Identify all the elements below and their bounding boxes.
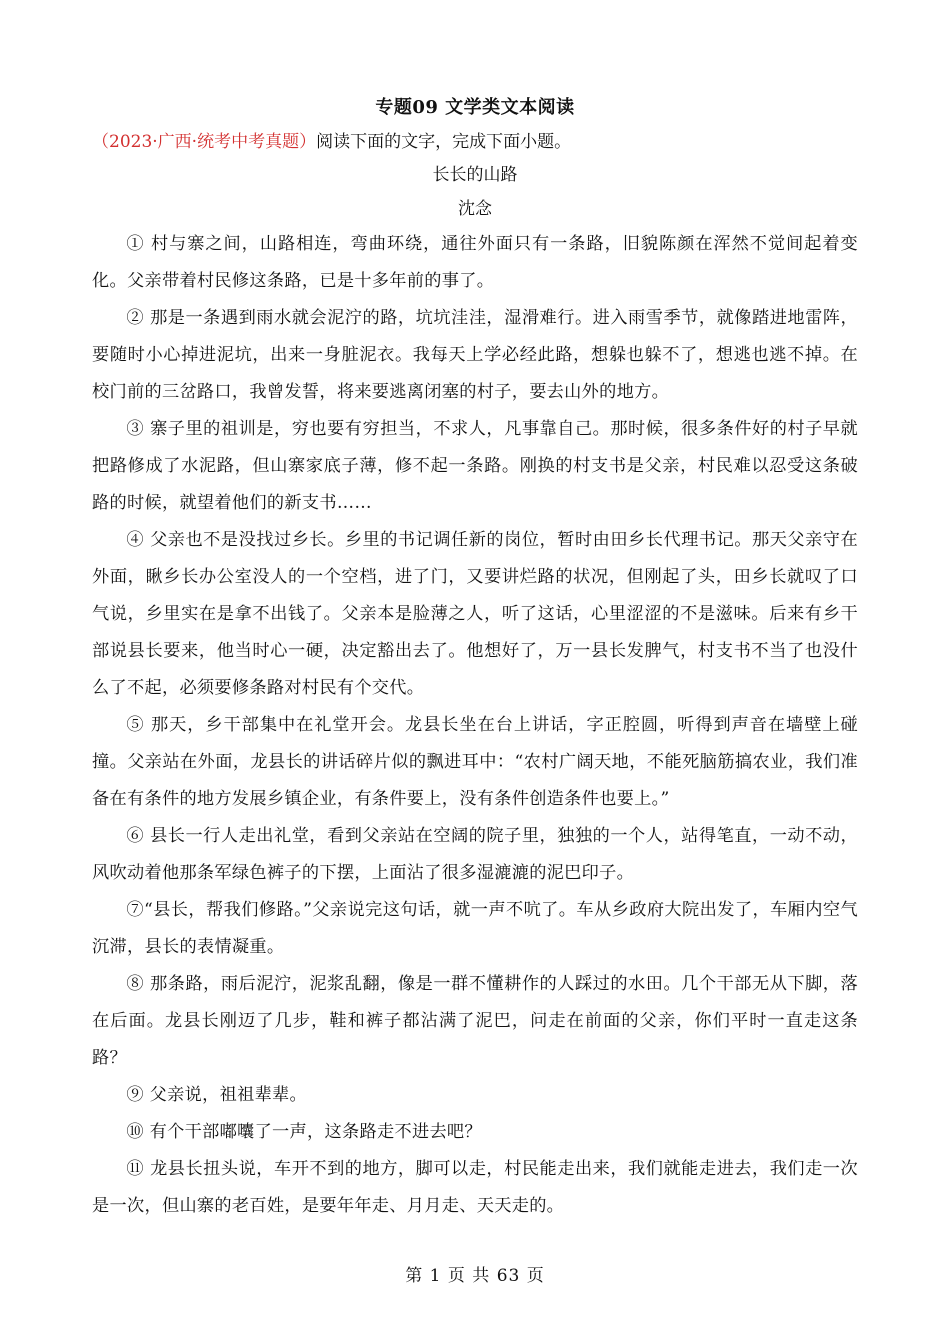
question-intro (92, 126, 858, 158)
document-page (92, 96, 858, 1225)
source-tag: （2023·广西·统考中考真题） (92, 132, 317, 152)
paragraph-1: ① 村与寨之间，山路相连，弯曲环绕，通往外面只有一条路，旧貌陈颜在浑然不觉间起着变化。父亲带着村民修这条路，已是十多年前的事了。 (92, 234, 858, 291)
paragraph-7: ⑦“县长，帮我们修路。”父亲说完这句话，就一声不吭了。车从乡政府大院出发了，车厢内空气沉滞，县长的表情凝重。 (92, 900, 858, 957)
paragraph-10: ⑩ 有个干部嘟囔了一声，这条路走不进去吧？ (126, 1122, 482, 1142)
paragraph-3: ③ 寨子里的祖训是，穷也要有穷担当，不求人，凡事靠自己。那时候，很多条件好的村子早就把路修成了水泥路，但山寨家底子薄，修不起一条路。刚换的村支书是父亲，村民难以忍受这条破路的时候，就望着他们的新支书…… (92, 419, 858, 513)
paragraph-2: ② 那是一条遇到雨水就会泥泞的路，坑坑洼洼，湿滑难行。进入雨雪季节，就像踏进地雷阵，要随时小心掉进泥坑，出来一身脏泥衣。我每天上学必经此路，想躲也躲不了，想逃也逃不掉。在校门前的三岔路口，我曾发誓，将来要逃离闭塞的村子，要去山外的地方。 (92, 308, 858, 402)
paragraph-9: ⑨ 父亲说，祖祖辈辈。 (126, 1085, 308, 1105)
page-title: 专题09 文学类文本阅读 (375, 97, 575, 118)
article-title: 长长的山路 (432, 165, 518, 185)
paragraph-6: ⑥ 县长一行人走出礼堂，看到父亲站在空阔的院子里，独独的一个人，站得笔直，一动不动，风吹动着他那条军绿色裤子的下摆，上面沾了很多湿漉漉的泥巴印子。 (92, 826, 858, 883)
page-footer: 第 1 页 共 63 页 (405, 1266, 545, 1286)
paragraph-8: ⑧ 那条路，雨后泥泞，泥浆乱翻，像是一群不懂耕作的人踩过的水田。几个干部无从下脚，落在后面。龙县长刚迈了几步，鞋和裤子都沾满了泥巴，问走在前面的父亲，你们平时一直走这条路？ (92, 974, 858, 1068)
paragraph-5: ⑤ 那天，乡干部集中在礼堂开会。龙县长坐在台上讲话，字正腔圆，听得到声音在墙壁上碰撞。父亲站在外面，龙县长的讲话碎片似的飘进耳中：“农村广阔天地，不能死脑筋搞农业，我们准备在有条件的地方发展乡镇企业，有条件要上，没有条件创造条件也要上。” (92, 715, 858, 809)
paragraph-4: ④ 父亲也不是没找过乡长。乡里的书记调任新的岗位，暂时由田乡长代理书记。那天父亲守在外面，瞅乡长办公室没人的一个空档，进了门，又要讲烂路的状况，但刚起了头，田乡长就叹了口气说，乡里实在是拿不出钱了。父亲本是脸薄之人，听了这话，心里涩涩的不是滋味。后来有乡干部说县长要来，他当时心一硬，决定豁出去了。他想好了，万一县长发脾气，村支书不当了也没什么了不起，必须要修条路对村民有个交代。 (92, 530, 858, 698)
article-author: 沈念 (458, 199, 492, 219)
paragraph-11: ⑪ 龙县长扭头说，车开不到的地方，脚可以走，村民能走出来，我们就能走进去，我们走一次是一次，但山寨的老百姓，是要年年走、月月走、天天走的。 (92, 1159, 858, 1216)
instruction-text: 阅读下面的文字，完成下面小题。 (316, 132, 572, 152)
